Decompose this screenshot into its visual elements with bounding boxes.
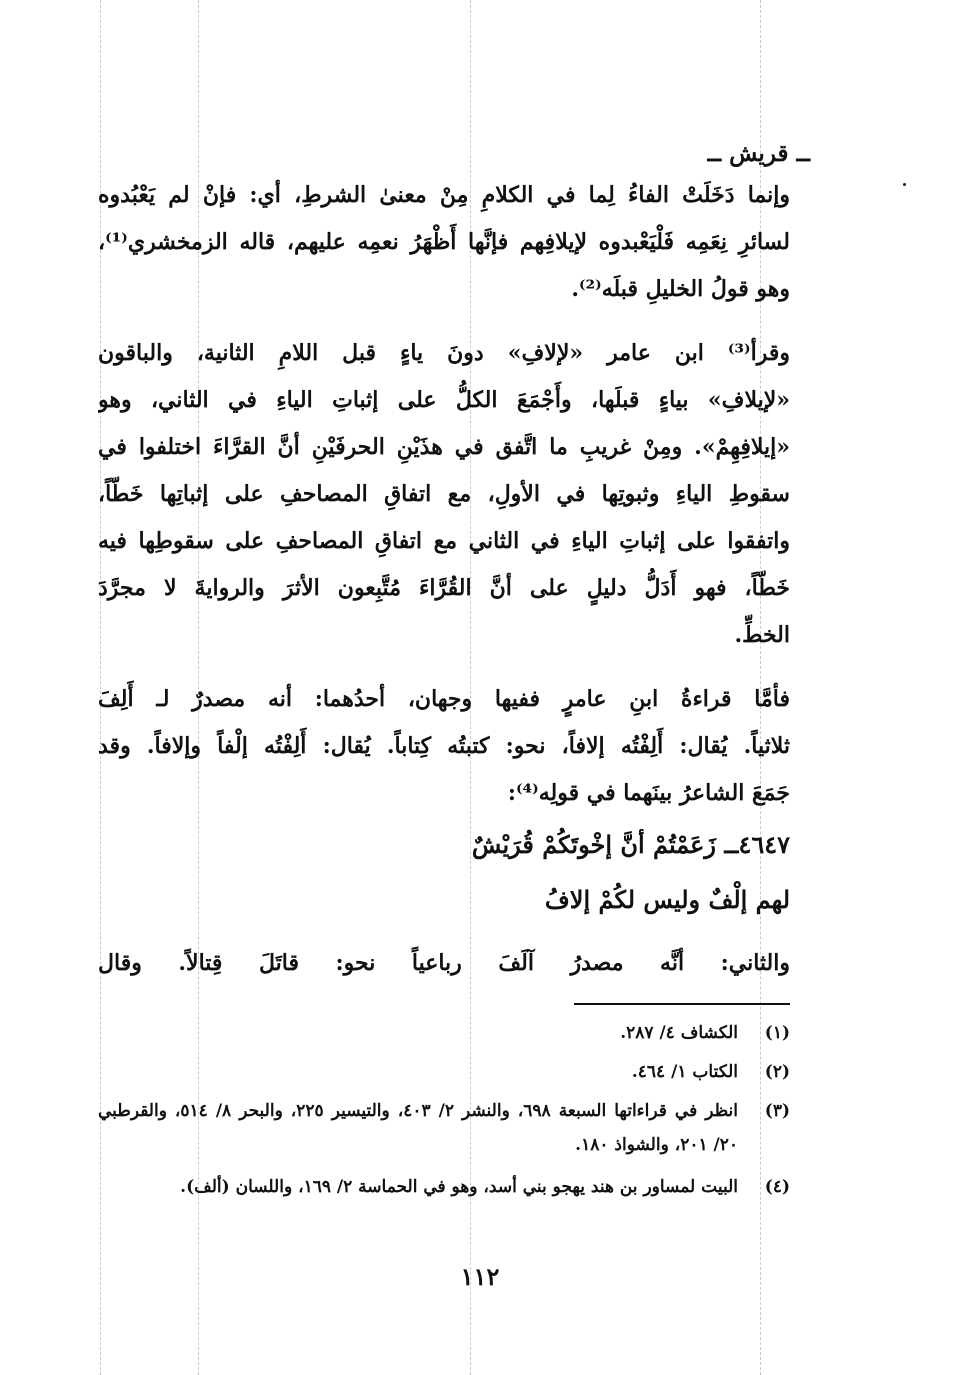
text-line: جَمَعَ الشاعرُ بينَهما في قولِه⁽⁴⁾: <box>507 780 790 806</box>
verse-hemistich-1: ٤٦٤٧ــ زَعَمْتُمْ أنَّ إخْوتَكُمْ قُرَيْشٌ <box>471 830 790 859</box>
paragraph-2 <box>98 330 790 659</box>
text-line: «إيلافِهِمْ». ومِنْ غريبِ ما اتَّفق في هذَيْنِ الحرفَيْنِ أنَّ القرَّاءَ اختلفوا في <box>98 434 790 460</box>
scan-speck <box>903 183 906 186</box>
paragraph-3 <box>98 676 790 817</box>
footnote-number: (١) <box>764 1023 790 1043</box>
footnote <box>98 1094 790 1162</box>
text-line: الخطِّ. <box>734 622 790 648</box>
verse-hemistich-2: لهم إلْفٌ وليس لكُمْ إلافُ <box>544 885 790 914</box>
paragraph-1 <box>98 172 790 313</box>
footnote-separator <box>574 1003 790 1005</box>
page-number: ١١٢ <box>460 1262 500 1291</box>
footnote-text: الكتاب ١/ ٤٦٤. <box>631 1062 738 1082</box>
footnote-number: (٤) <box>764 1177 790 1197</box>
text-line: سقوطِ الياءِ وثبوتِها في الأولِ، مع اتفاقِ المصاحفِ على إثباتِها خَطّاً، <box>98 481 790 507</box>
text-line: وإنما دَخَلَتْ الفاءُ لِما في الكلامِ مِنْ معنىٰ الشرطِ، أي: فإنْ لم يَعْبُدوه <box>98 182 790 208</box>
paragraph-4 <box>98 940 790 987</box>
text-line: «لإيلافِ» بياءٍ قبلَها، وأَجْمَعَ الكلُّ على إثباتِ الياءِ في الثاني، وهو <box>98 387 790 413</box>
footnote-number: (٣) <box>764 1101 790 1121</box>
footnote <box>98 1016 790 1050</box>
text-line: لسائرِ نِعَمِه فَلْيَعْبدوه لإيلافِهم فإنَّها أَظْهَرُ نعمِه عليهم، قاله الزمخشري⁽¹⁾، <box>98 229 790 255</box>
footnote <box>98 1170 790 1204</box>
text-line: وهو قولُ الخليلِ قبلَه⁽²⁾. <box>571 276 790 302</box>
text-line: والثاني: أنَّه مصدرُ آلَفَ رباعياً نحو: قاتَلَ قِتالاً. وقال <box>98 950 790 976</box>
text-line: ثلاثياً. يُقال: أَلِفْتُه إلافاً، نحو: كتبتُه كِتاباً. يُقال: أَلِفْتُه إلْفاً وإلافاً. وقد <box>98 733 790 759</box>
text-line: خَطّاً، فهو أَدَلُّ دليلٍ على أنَّ القُرَّاءَ مُتَّبِعون الأثرَ والروايةَ لا مجرَّدَ <box>98 575 790 601</box>
footnote-text: الكشاف ٤/ ٢٨٧. <box>620 1023 738 1043</box>
text-line: وقرأ⁽³⁾ ابن عامر «لإلافِ» دونَ ياءٍ قبل اللامِ الثانية، والباقون <box>98 340 790 366</box>
footnote <box>98 1055 790 1089</box>
text-line: فأمَّا قراءةُ ابنِ عامرٍ ففيها وجهان، أحدُهما: أنه مصدرٌ لـ أَلِفَ <box>98 686 790 712</box>
text-line: واتفقوا على إثباتِ الياءِ في الثاني مع اتفاقِ المصاحفِ على سقوطِها فيه <box>98 528 790 554</box>
footnote-number: (٢) <box>764 1062 790 1082</box>
footnote-text: البيت لمساور بن هند يهجو بني أسد، وهو في الحماسة ٢/ ١٦٩، واللسان (ألف). <box>180 1177 738 1197</box>
footnote-text: انظر في قراءاتها السبعة ٦٩٨، والنشر ٢/ ٤٠٣، والتيسير ٢٢٥، والبحر ٨/ ٥١٤، والقرطبي ٢٠/ ٢٠١، والشواذ ١٨٠. <box>98 1101 738 1155</box>
running-head: ــ قريش ــ <box>707 140 810 167</box>
